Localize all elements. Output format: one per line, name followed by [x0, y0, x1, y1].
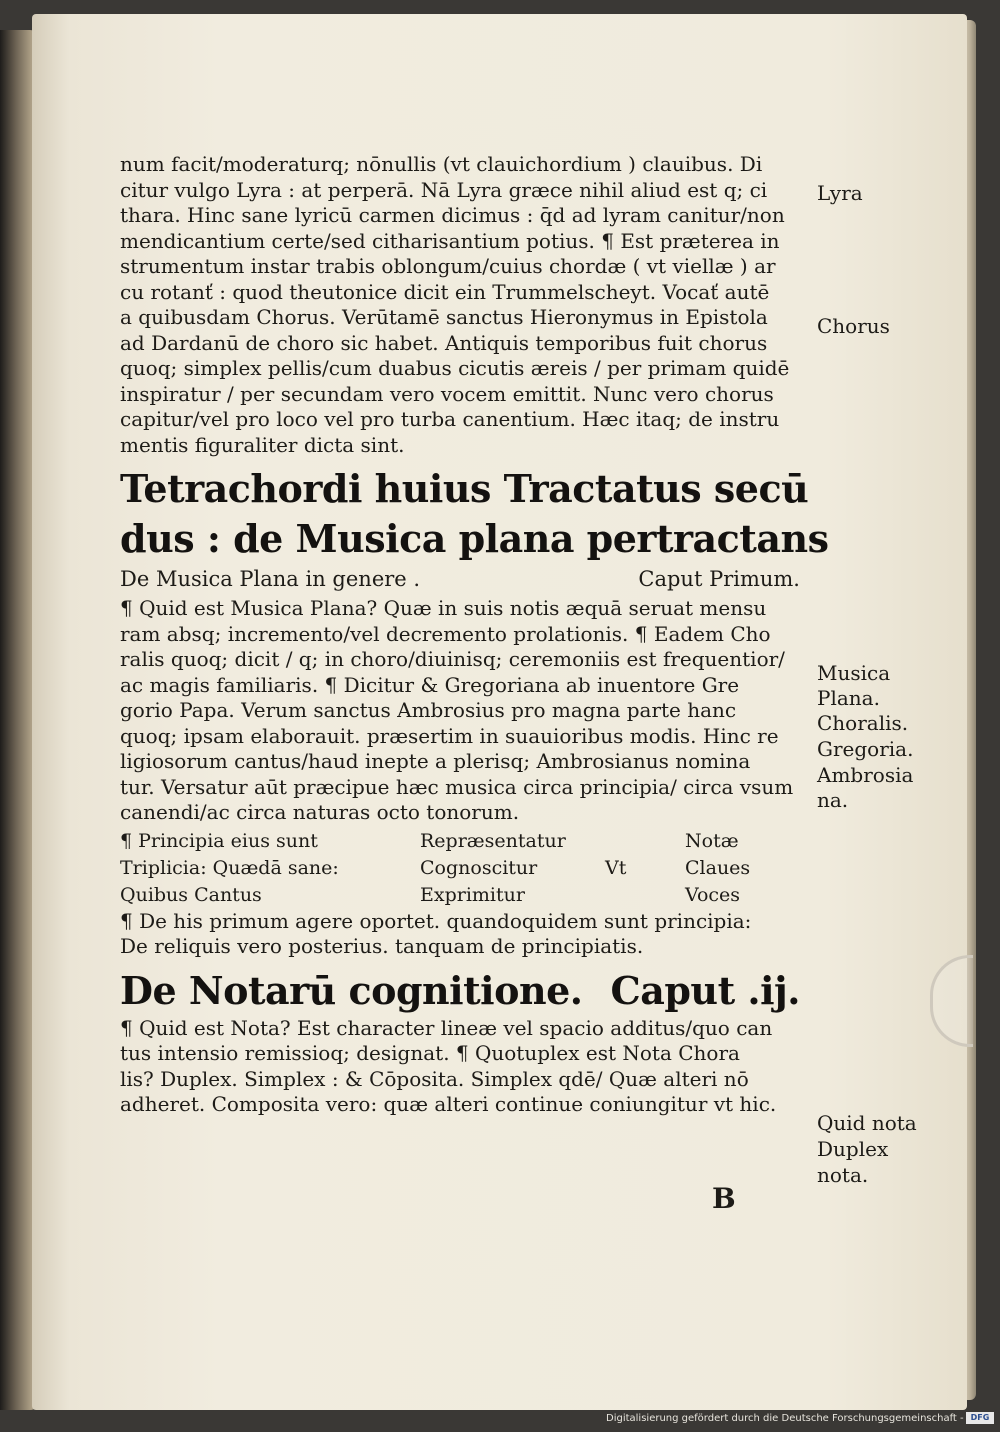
table-cell: Vt [605, 856, 627, 879]
text-line: capitur/vel pro loco vel pro turba canentium. Hæc itaq; de instru [120, 407, 780, 431]
table-cell [605, 828, 685, 855]
table-cell: Exprimitur [420, 883, 525, 906]
text-line: a quibusdam Chorus. Verūtamē sanctus Hieronymus in Epistola [120, 305, 768, 329]
subheading-title: De Musica Plana in genere . [120, 567, 421, 591]
text-line: cu rotanť : quod theutonice dicit ein Trummelscheyt. Vocať autē [120, 279, 770, 304]
table-cell: Repræsentatur [420, 829, 566, 852]
text-line: lis? Duplex. Simplex : & Cōposita. Simplex qdē/ Quæ alteri nō [120, 1066, 749, 1091]
text-line: De reliquis vero posterius. tanquam de principiatis. [120, 934, 644, 958]
margin-note-quid-nota: Quid nota [817, 1111, 917, 1135]
table-cell: Claues [685, 856, 751, 879]
margin-note-musica: Musica [817, 661, 891, 685]
dfg-logo-icon: DFG [966, 1412, 994, 1424]
principia-table [120, 828, 810, 909]
signature-mark: B [712, 1182, 736, 1215]
text-line: ¶ De his primum agere oportet. quandoquidem sunt principia: [120, 908, 752, 933]
page-text [120, 152, 829, 1118]
table-cell: Quibus Cantus [120, 883, 262, 906]
text-line: ¶ Quid est Musica Plana? Quæ in suis notis æquā seruat mensu [120, 596, 767, 620]
chapter-subheading [120, 564, 810, 594]
text-line: tus intensio remissioq; designat. ¶ Quotuplex est Nota Chora [120, 1041, 740, 1065]
margin-note-ambrosia: Ambrosia [817, 763, 914, 787]
margin-note-gregoria: Gregoria. [817, 737, 914, 761]
table-cell: Triplicia: Quædā sane: [120, 856, 339, 879]
digitization-credit: Digitalisierung gefördert durch die Deutsche Forschungsgemeinschaft - [606, 1413, 964, 1424]
text-line: adheret. Composita vero: quæ alteri continue coniungitur vt hic. [120, 1092, 777, 1116]
paragraph-4 [120, 1016, 810, 1118]
table-cell: Cognoscitur [420, 856, 538, 879]
table-cell: Voces [685, 883, 741, 906]
section-heading [120, 464, 829, 564]
text-line: ¶ Quid est Nota? Est character lineæ vel spacio additus/quo can [120, 1015, 773, 1040]
text-line: ligiosorum cantus/haud inepte a plerisq; Ambrosianus nomina [120, 749, 751, 773]
chapter-heading-2 [120, 966, 810, 1016]
text-line: quoq; ipsam elaborauit. præsertim in suauioribus modis. Hinc re [120, 723, 779, 748]
margin-note-lyra: Lyra [817, 181, 863, 205]
text-line: ram absq; incremento/vel decremento prolationis. ¶ Eadem Cho [120, 621, 771, 646]
table-cell: ¶ Principia eius sunt [120, 829, 318, 852]
text-line: ac magis familiaris. ¶ Dicitur & Gregoriana ab inuentore Gre [120, 672, 740, 697]
paragraph-3 [120, 909, 810, 960]
text-line: citur vulgo Lyra : at perperā. Nā Lyra græce nihil aliud est q; ci [120, 177, 768, 202]
text-line: thara. Hinc sane lyricū carmen dicimus : q̄d ad lyram canitur/non [120, 203, 785, 227]
text-line: ralis quoq; dicit / q; in choro/diuinisq; ceremoniis est frequentior/ [120, 647, 785, 671]
table-cell: Notæ [685, 829, 739, 852]
text-line: gorio Papa. Verum sanctus Ambrosius pro magna parte hanc [120, 698, 737, 722]
text-line: canendi/ac circa naturas octo tonorum. [120, 800, 520, 824]
heading-title: De Notarū cognitione. [120, 967, 583, 1013]
paragraph-1 [120, 152, 810, 458]
paragraph-2 [120, 596, 810, 826]
text-line: quoq; simplex pellis/cum duabus cicutis æreis / per primam quidē [120, 356, 790, 380]
margin-note-choralis: Choralis. [817, 711, 909, 735]
table-row [120, 828, 810, 855]
chapter-number: Caput .ij. [610, 967, 800, 1013]
table-row [120, 882, 810, 909]
chapter-number: Caput Primum. [638, 567, 800, 591]
margin-note-chorus: Chorus [817, 314, 890, 338]
text-line: num facit/moderaturq; nōnullis (vt clauichordium ) clauibus. Di [120, 152, 763, 176]
table-cell [605, 882, 685, 909]
heading-line: Tetrachordi huius Tractatus secū [120, 466, 809, 511]
text-line: tur. Versatur aūt præcipue hæc musica circa principia/ circa vsum [120, 774, 794, 799]
text-line: inspiratur / per secundam vero vocem emittit. Nunc vero chorus [120, 381, 774, 406]
margin-note-plana: Plana. [817, 686, 880, 710]
text-line: strumentum instar trabis oblongum/cuius chordæ ( vt viellæ ) ar [120, 254, 776, 278]
table-row [120, 855, 810, 882]
text-line: mendicantium certe/sed citharisantium potius. ¶ Est præterea in [120, 228, 780, 253]
margin-note-nota: nota. [817, 1163, 869, 1187]
text-line: mentis figuraliter dicta sint. [120, 432, 405, 457]
text-line: ad Dardanū de choro sic habet. Antiquis temporibus fuit chorus [120, 330, 768, 355]
margin-note-duplex: Duplex [817, 1137, 889, 1161]
margin-note-na: na. [817, 788, 849, 812]
heading-line: dus : de Musica plana pertractans [120, 516, 829, 561]
